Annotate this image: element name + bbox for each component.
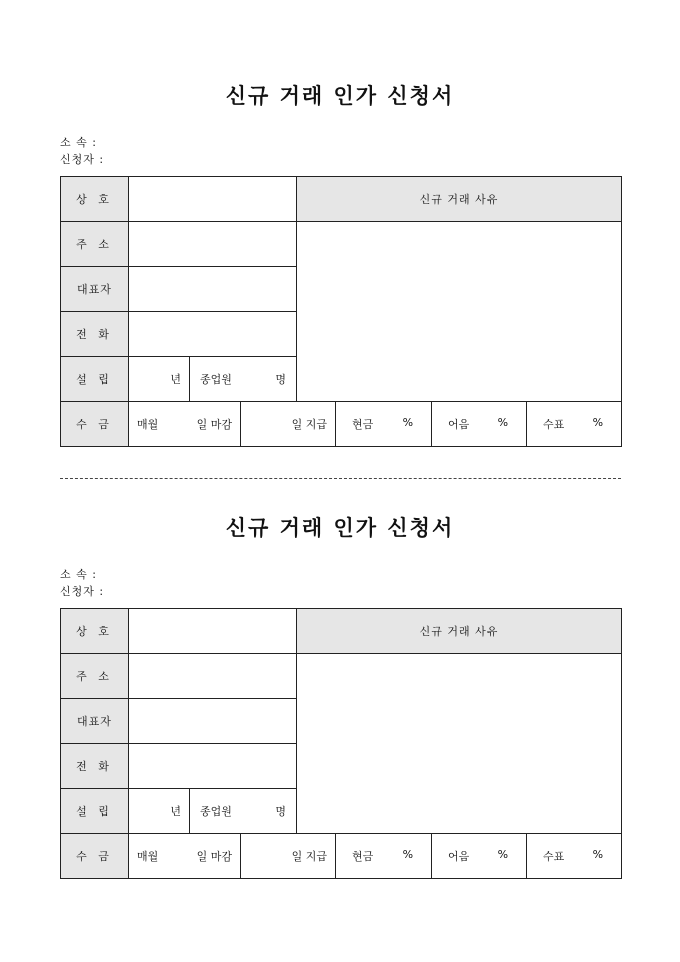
- applicant-label: 신청자 :: [60, 585, 105, 598]
- affiliation-label: 소 속 :: [60, 136, 97, 149]
- reason-field[interactable]: [297, 654, 622, 834]
- bill-ratio-field[interactable]: [432, 402, 527, 447]
- established-year-field[interactable]: [129, 789, 190, 834]
- cash-label: 현금: [352, 850, 374, 863]
- monthly-label: 매월: [137, 418, 159, 431]
- cash-percent: %: [402, 416, 414, 429]
- applicant-label: 신청자 :: [60, 153, 105, 166]
- bill-percent: %: [497, 848, 509, 861]
- reason-field[interactable]: [297, 222, 622, 402]
- company-field[interactable]: [129, 177, 297, 222]
- employees-field[interactable]: [190, 789, 297, 834]
- representative-label: 대표자: [61, 267, 129, 312]
- phone-field[interactable]: [129, 312, 297, 357]
- representative-label: 대표자: [61, 699, 129, 744]
- check-label: 수표: [543, 850, 565, 863]
- bill-percent: %: [497, 416, 509, 429]
- representative-field[interactable]: [129, 699, 297, 744]
- address-field[interactable]: [129, 654, 297, 699]
- closing-day-field[interactable]: [129, 402, 241, 447]
- year-suffix: 년: [170, 373, 181, 386]
- bill-label: 어음: [448, 850, 470, 863]
- payment-label: 일 지급: [291, 418, 328, 431]
- check-percent: %: [592, 848, 604, 861]
- collection-label: 수 금: [61, 834, 129, 879]
- company-field[interactable]: [129, 609, 297, 654]
- cash-label: 현금: [352, 418, 374, 431]
- employees-field[interactable]: [190, 357, 297, 402]
- company-label: 상 호: [61, 177, 129, 222]
- closing-day-field[interactable]: [129, 834, 241, 879]
- applicant-info: [60, 134, 104, 168]
- address-field[interactable]: [129, 222, 297, 267]
- representative-field[interactable]: [129, 267, 297, 312]
- form-title: 신규 거래 인가 신청서: [225, 83, 455, 108]
- cash-ratio-field[interactable]: [336, 402, 432, 447]
- employees-label: 종업원: [200, 373, 232, 386]
- year-suffix: 년: [170, 805, 181, 818]
- payment-label: 일 지급: [291, 850, 328, 863]
- address-label: 주 소: [61, 654, 129, 699]
- application-table: [60, 176, 622, 447]
- established-year-field[interactable]: [129, 357, 190, 402]
- check-percent: %: [592, 416, 604, 429]
- applicant-info: [60, 566, 104, 600]
- employees-suffix: 명: [275, 373, 287, 386]
- closing-label: 일 마감: [196, 418, 232, 431]
- phone-label: 전 화: [61, 312, 129, 357]
- cash-ratio-field[interactable]: [336, 834, 432, 879]
- monthly-label: 매월: [137, 850, 159, 863]
- bill-label: 어음: [448, 418, 470, 431]
- reason-header: 신규 거래 사유: [297, 609, 622, 654]
- check-ratio-field[interactable]: [527, 834, 622, 879]
- employees-label: 종업원: [200, 805, 232, 818]
- established-label: 설 립: [61, 789, 129, 834]
- phone-label: 전 화: [61, 744, 129, 789]
- check-label: 수표: [543, 418, 565, 431]
- form-title: 신규 거래 인가 신청서: [225, 515, 455, 540]
- established-label: 설 립: [61, 357, 129, 402]
- reason-header: 신규 거래 사유: [297, 177, 622, 222]
- employees-suffix: 명: [275, 805, 287, 818]
- phone-field[interactable]: [129, 744, 297, 789]
- closing-label: 일 마감: [196, 850, 232, 863]
- bill-ratio-field[interactable]: [432, 834, 527, 879]
- company-label: 상 호: [61, 609, 129, 654]
- cash-percent: %: [402, 848, 414, 861]
- payment-day-field[interactable]: [241, 402, 336, 447]
- affiliation-label: 소 속 :: [60, 568, 97, 581]
- check-ratio-field[interactable]: [527, 402, 622, 447]
- application-table: [60, 608, 622, 879]
- cut-line-divider: [60, 478, 621, 479]
- payment-day-field[interactable]: [241, 834, 336, 879]
- collection-label: 수 금: [61, 402, 129, 447]
- address-label: 주 소: [61, 222, 129, 267]
